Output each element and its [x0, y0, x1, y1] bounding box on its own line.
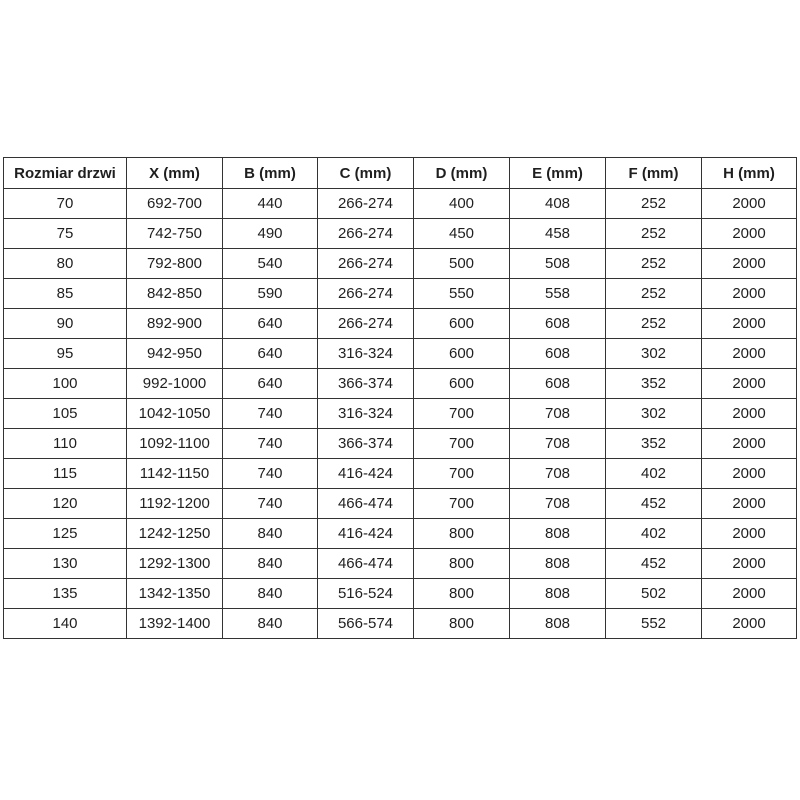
- table-cell: 75: [4, 219, 127, 249]
- table-cell: 2000: [702, 429, 797, 459]
- table-cell: 2000: [702, 309, 797, 339]
- table-row: [4, 609, 797, 639]
- table-cell: 842-850: [127, 279, 223, 309]
- table-cell: 600: [414, 369, 510, 399]
- table-cell: 808: [510, 609, 606, 639]
- table-cell: 502: [606, 579, 702, 609]
- header-cell-c: C (mm): [318, 158, 414, 189]
- table-cell: 1392-1400: [127, 609, 223, 639]
- table-cell: 252: [606, 279, 702, 309]
- table-cell: 740: [223, 399, 318, 429]
- table-cell: 552: [606, 609, 702, 639]
- table-cell: 366-374: [318, 369, 414, 399]
- table-cell: 840: [223, 609, 318, 639]
- table-cell: 550: [414, 279, 510, 309]
- table-cell: 590: [223, 279, 318, 309]
- door-size-table: [3, 157, 797, 639]
- table-cell: 352: [606, 429, 702, 459]
- table-cell: 500: [414, 249, 510, 279]
- table-cell: 640: [223, 339, 318, 369]
- table-cell: 490: [223, 219, 318, 249]
- table-cell: 740: [223, 459, 318, 489]
- table-cell: 252: [606, 219, 702, 249]
- table-cell: 700: [414, 459, 510, 489]
- table-cell: 115: [4, 459, 127, 489]
- table-cell: 466-474: [318, 489, 414, 519]
- table-cell: 100: [4, 369, 127, 399]
- table-cell: 2000: [702, 399, 797, 429]
- table-cell: 992-1000: [127, 369, 223, 399]
- table-cell: 2000: [702, 339, 797, 369]
- table-cell: 708: [510, 429, 606, 459]
- header-row: [4, 158, 797, 189]
- table-cell: 2000: [702, 369, 797, 399]
- header-cell-h: H (mm): [702, 158, 797, 189]
- table-cell: 708: [510, 489, 606, 519]
- table-cell: 1242-1250: [127, 519, 223, 549]
- table-row: [4, 489, 797, 519]
- table-cell: 700: [414, 399, 510, 429]
- table-row: [4, 399, 797, 429]
- table-cell: 352: [606, 369, 702, 399]
- table-cell: 700: [414, 489, 510, 519]
- table-cell: 452: [606, 549, 702, 579]
- table-cell: 1142-1150: [127, 459, 223, 489]
- table-body: [4, 189, 797, 639]
- table-cell: 608: [510, 309, 606, 339]
- table-cell: 266-274: [318, 279, 414, 309]
- table-cell: 80: [4, 249, 127, 279]
- table-cell: 70: [4, 189, 127, 219]
- table-row: [4, 339, 797, 369]
- table-cell: 840: [223, 579, 318, 609]
- header-cell-f: F (mm): [606, 158, 702, 189]
- table-row: [4, 369, 797, 399]
- table-cell: 1292-1300: [127, 549, 223, 579]
- table-row: [4, 189, 797, 219]
- table-cell: 600: [414, 309, 510, 339]
- table-cell: 516-524: [318, 579, 414, 609]
- header-cell-x: X (mm): [127, 158, 223, 189]
- table-cell: 266-274: [318, 219, 414, 249]
- table-cell: 708: [510, 459, 606, 489]
- table-cell: 95: [4, 339, 127, 369]
- table-cell: 252: [606, 249, 702, 279]
- table-row: [4, 279, 797, 309]
- table-cell: 252: [606, 189, 702, 219]
- table-cell: 566-574: [318, 609, 414, 639]
- table-cell: 90: [4, 309, 127, 339]
- table-cell: 608: [510, 339, 606, 369]
- table-row: [4, 459, 797, 489]
- table-cell: 540: [223, 249, 318, 279]
- table-cell: 440: [223, 189, 318, 219]
- table-cell: 252: [606, 309, 702, 339]
- table-cell: 2000: [702, 489, 797, 519]
- table-cell: 600: [414, 339, 510, 369]
- table-cell: 800: [414, 579, 510, 609]
- table-cell: 120: [4, 489, 127, 519]
- table-row: [4, 219, 797, 249]
- table-cell: 692-700: [127, 189, 223, 219]
- table-cell: 608: [510, 369, 606, 399]
- header-cell-b: B (mm): [223, 158, 318, 189]
- table-row: [4, 549, 797, 579]
- table-cell: 2000: [702, 519, 797, 549]
- table-cell: 2000: [702, 219, 797, 249]
- table-cell: 400: [414, 189, 510, 219]
- table-cell: 110: [4, 429, 127, 459]
- table-cell: 2000: [702, 609, 797, 639]
- table-cell: 640: [223, 369, 318, 399]
- table-cell: 508: [510, 249, 606, 279]
- table-cell: 316-324: [318, 339, 414, 369]
- table-cell: 125: [4, 519, 127, 549]
- table-cell: 808: [510, 519, 606, 549]
- table-cell: 800: [414, 549, 510, 579]
- table-cell: 800: [414, 609, 510, 639]
- table-cell: 402: [606, 519, 702, 549]
- table-row: [4, 309, 797, 339]
- table-cell: 302: [606, 339, 702, 369]
- table-cell: 452: [606, 489, 702, 519]
- table-row: [4, 579, 797, 609]
- table-cell: 402: [606, 459, 702, 489]
- table-cell: 316-324: [318, 399, 414, 429]
- table-cell: 558: [510, 279, 606, 309]
- header-cell-d: D (mm): [414, 158, 510, 189]
- header-cell-rozmiar-drzwi: Rozmiar drzwi: [4, 158, 127, 189]
- table-cell: 416-424: [318, 519, 414, 549]
- table-cell: 840: [223, 549, 318, 579]
- table-cell: 366-374: [318, 429, 414, 459]
- table-row: [4, 519, 797, 549]
- table-cell: 266-274: [318, 309, 414, 339]
- table-cell: 2000: [702, 279, 797, 309]
- table-cell: 942-950: [127, 339, 223, 369]
- table-cell: 740: [223, 489, 318, 519]
- table-cell: 266-274: [318, 189, 414, 219]
- table-cell: 2000: [702, 579, 797, 609]
- table-cell: 458: [510, 219, 606, 249]
- table-cell: 140: [4, 609, 127, 639]
- table-cell: 466-474: [318, 549, 414, 579]
- table-row: [4, 429, 797, 459]
- table-cell: 1092-1100: [127, 429, 223, 459]
- table-cell: 808: [510, 549, 606, 579]
- table-cell: 1042-1050: [127, 399, 223, 429]
- header-cell-e: E (mm): [510, 158, 606, 189]
- table-cell: 700: [414, 429, 510, 459]
- table-cell: 808: [510, 579, 606, 609]
- table-cell: 792-800: [127, 249, 223, 279]
- table-cell: 450: [414, 219, 510, 249]
- table-cell: 266-274: [318, 249, 414, 279]
- table-cell: 85: [4, 279, 127, 309]
- table-cell: 708: [510, 399, 606, 429]
- table-cell: 105: [4, 399, 127, 429]
- table-cell: 2000: [702, 189, 797, 219]
- table-cell: 2000: [702, 249, 797, 279]
- table-cell: 740: [223, 429, 318, 459]
- table-row: [4, 249, 797, 279]
- table-cell: 800: [414, 519, 510, 549]
- table-cell: 416-424: [318, 459, 414, 489]
- table-cell: 640: [223, 309, 318, 339]
- table-cell: 1192-1200: [127, 489, 223, 519]
- table-cell: 135: [4, 579, 127, 609]
- table-cell: 2000: [702, 459, 797, 489]
- table-cell: 130: [4, 549, 127, 579]
- table-cell: 1342-1350: [127, 579, 223, 609]
- table-cell: 2000: [702, 549, 797, 579]
- table-cell: 840: [223, 519, 318, 549]
- table-cell: 742-750: [127, 219, 223, 249]
- table-cell: 892-900: [127, 309, 223, 339]
- table-cell: 302: [606, 399, 702, 429]
- table-cell: 408: [510, 189, 606, 219]
